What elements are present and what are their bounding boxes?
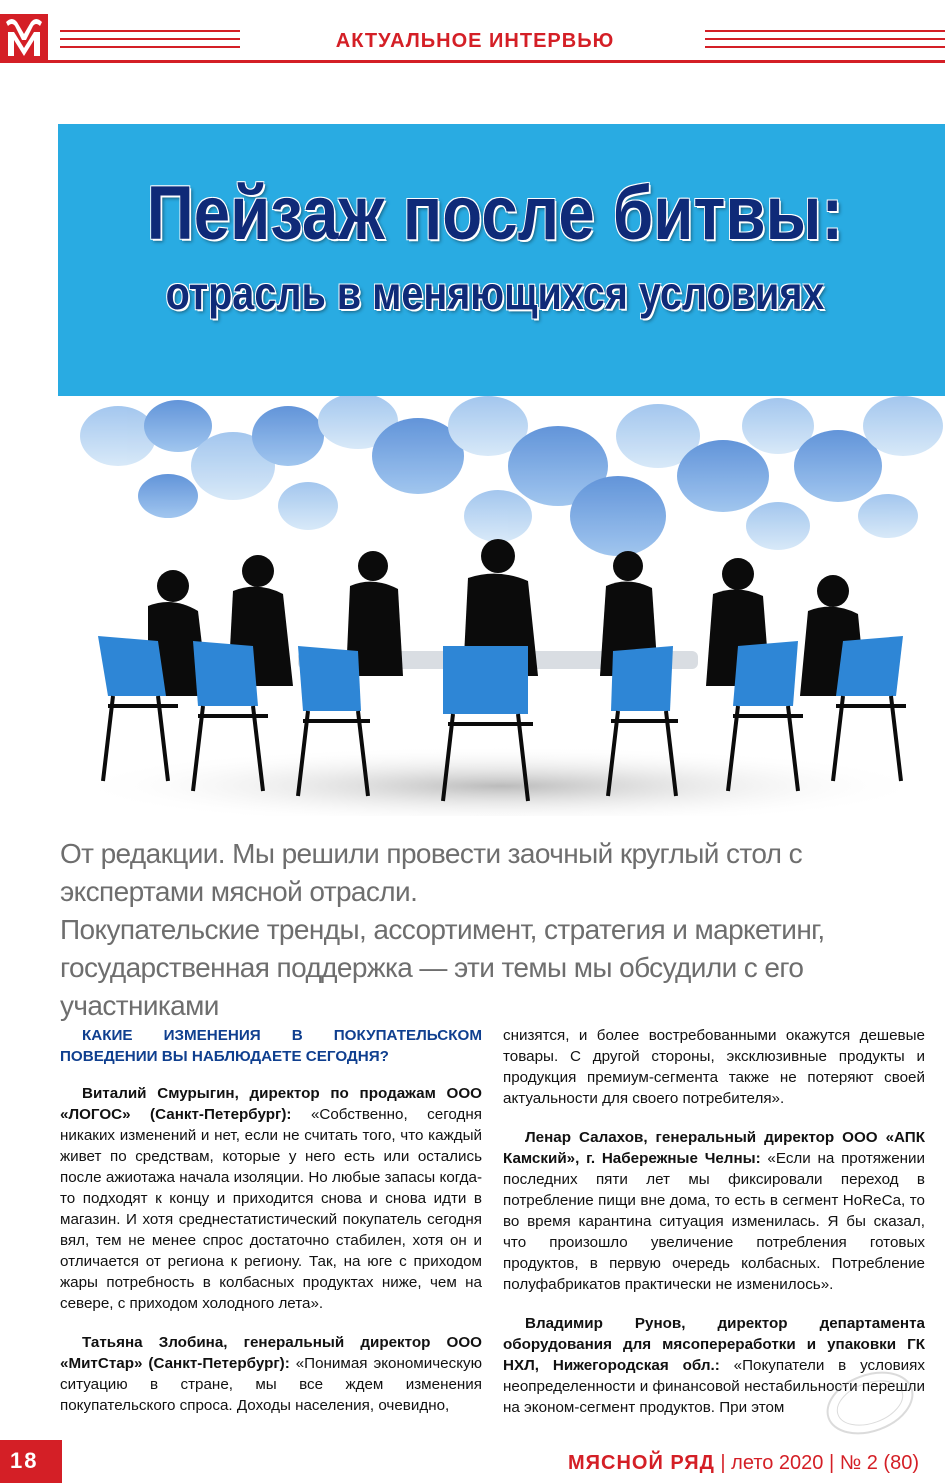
logo-bull-icon xyxy=(0,14,48,62)
meeting-silhouettes-image xyxy=(58,396,945,816)
answer-smurygin xyxy=(60,1083,482,1314)
answer-salakhov-text: «Если на протяжении последних пяти лет мы фиксировали переход в потребление пищи вне дома, то есть в сегмент HoReCa, то во время карантина ситуация изменилась. Я бы сказал, что произошло увеличение потребления готовых продуктов, в первую очередь колбасных. Потребление полуфабрикатов практически не изменилось». xyxy=(503,1150,925,1293)
answer-salakhov xyxy=(503,1127,925,1295)
header-rule-right-1 xyxy=(705,30,945,32)
watermark-stamp-icon xyxy=(820,1368,920,1438)
chairs-icon xyxy=(98,636,903,714)
issue-info: | лето 2020 | № 2 (80) xyxy=(714,1452,919,1474)
title-line-2: отрасль в меняющихся условиях xyxy=(165,267,825,319)
header-rule-right-2 xyxy=(705,38,945,40)
magazine-name: МЯСНОЙ РЯД xyxy=(568,1452,715,1474)
intro-line-2: Покупательские тренды, ассортимент, стратегия и маркетинг, государственная поддержка — эти темы мы обсудили с его участниками xyxy=(60,914,825,1021)
magazine-logo xyxy=(0,14,48,62)
page-number-box xyxy=(0,1440,62,1483)
header-rule-left-3 xyxy=(60,46,240,48)
interview-question: КАКИЕ ИЗМЕНЕНИЯ В ПОКУПАТЕЛЬСКОМ ПОВЕДЕНИИ ВЫ НАБЛЮДАЕТЕ СЕГОДНЯ? xyxy=(60,1027,482,1065)
answer-zlobina-text: «Понимая экономическую ситуацию в стране, мы все ждем изменения покупательского спроса. Доходы населения, очевидно, xyxy=(60,1355,482,1414)
section-title: АКТУАЛЬНОЕ ИНТЕРВЬЮ xyxy=(335,30,615,52)
answer-zlobina-continued: снизятся, и более востребованными окажутся дешевые товары. С другой стороны, эксклюзивные продукты и продукция премиум-сегмента также не потеряют своей актуальности для своего потребителя». xyxy=(503,1027,925,1107)
article-title xyxy=(147,168,844,324)
header-rule-left-2 xyxy=(60,38,240,40)
speaker-zlobina: Татьяна Злобина, генеральный директор ООО «МитСтар» (Санкт-Петербург): xyxy=(60,1334,482,1372)
speech-bubbles-icon xyxy=(80,396,943,556)
hero-illustration xyxy=(58,396,945,816)
page-footer xyxy=(568,1452,919,1475)
speaker-salakhov: Ленар Салахов, генеральный директор ООО «АПК Камский», г. Набережные Челны: xyxy=(503,1129,925,1167)
page-number: 18 xyxy=(10,1448,39,1473)
header-rule-right-3 xyxy=(705,46,945,48)
answer-zlobina xyxy=(60,1332,482,1416)
speaker-runov: Владимир Рунов, директор департамента оборудования для мясопереработки и упаковки ГК НХЛ, Нижегородская обл.: xyxy=(503,1315,925,1374)
page-header xyxy=(0,0,945,62)
editorial-intro xyxy=(60,835,940,1025)
answer-runov-text: «Покупатели в условиях неопределенности и финансовой нестабильности перешли на эконом-сегмент продуктов. При этом xyxy=(503,1357,925,1416)
answer-smurygin-text: «Собственно, сегодня никаких изменений и нет, если не считать того, что каждый живет по средствам, которые у него есть или остались после ажиотажа начала изоляции. Но любые запасы когда-то подходят к концу и приходится снова и снова идти в магазин. И хотя среднестатистический покупатель сегодня вял, тем не менее спрос достаточно стабилен, хотя он и отличается от региона к региону. Так, на юге с приходом жары потребность в колбасных продуктах ниже, чем на севере, с приходом холодного лета». xyxy=(60,1106,482,1312)
header-base-rule xyxy=(0,60,945,63)
intro-line-1: От редакции. Мы решили провести заочный круглый стол с экспертами мясной отрасли. xyxy=(60,838,803,907)
header-rule-left-1 xyxy=(60,30,240,32)
title-line-1: Пейзаж после битвы: xyxy=(146,171,844,256)
article-column-left xyxy=(60,1025,482,1434)
speaker-smurygin: Виталий Смурыгин, директор по продажам ООО «ЛОГОС» (Санкт-Петербург): xyxy=(60,1085,482,1123)
